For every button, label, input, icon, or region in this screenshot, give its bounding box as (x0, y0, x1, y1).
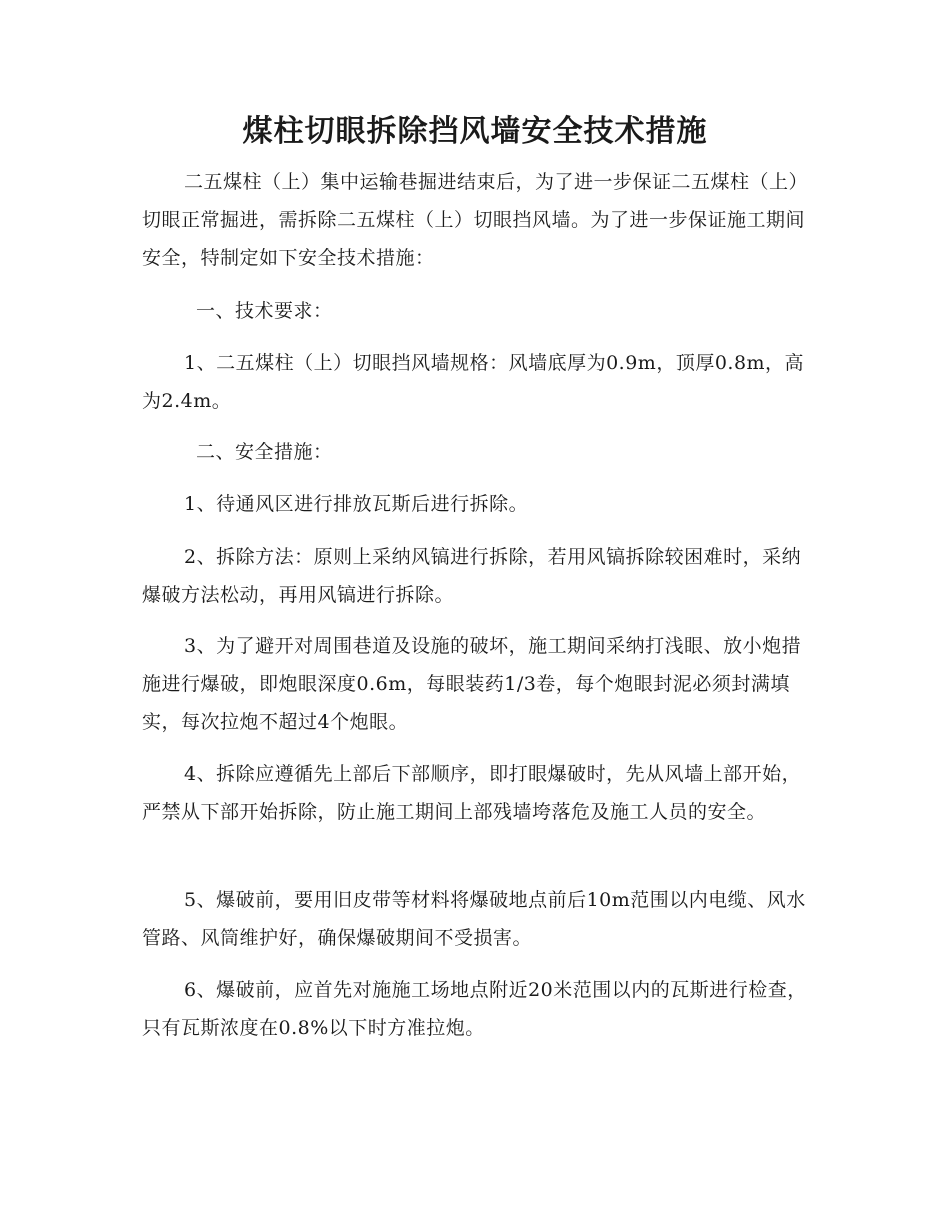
safety-measure-item-2: 2、拆除方法：原则上采纳风镐进行拆除，若用风镐拆除较困难时，采纳爆破方法松动，再用风镐进行拆除。 (142, 546, 802, 606)
technical-requirement-item-1: 1、二五煤柱（上）切眼挡风墙规格：风墙底厚为0.9m，顶厚0.8m，高为2.4m。 (142, 352, 805, 412)
safety-measure-item-5: 5、爆破前，要用旧皮带等材料将爆破地点前后10m范围以内电缆、风水管路、风筒维护好，确保爆破期间不受损害。 (142, 889, 806, 949)
safety-measure-item-4: 4、拆除应遵循先上部后下部顺序，即打眼爆破时，先从风墙上部开始，严禁从下部开始拆除，防止施工期间上部残墙垮落危及施工人员的安全。 (142, 763, 802, 823)
section-heading-safety-measures: 二、安全措施： (196, 441, 333, 463)
safety-measure-item-3: 3、为了避开对周围巷道及设施的破坏，施工期间采纳打浅眼、放小炮措施进行爆破，即炮眼深度0.6m，每眼装药1/3卷，每个炮眼封泥必须封满填实，每次拉炮不超过4个炮眼。 (142, 635, 802, 733)
document-title: 煤柱切眼拆除挡风墙安全技术措施 (242, 114, 708, 149)
section-heading-technical-requirements: 一、技术要求： (196, 300, 333, 322)
intro-paragraph: 二五煤柱（上）集中运输巷掘进结束后，为了进一步保证二五煤柱（上）切眼正常掘进，需拆除二五煤柱（上）切眼挡风墙。为了进一步保证施工期间安全，特制定如下安全技术措施： (142, 171, 806, 269)
safety-measure-item-6: 6、爆破前，应首先对施施工场地点附近20米范围以内的瓦斯进行检查，只有瓦斯浓度在0.8%以下时方准拉炮。 (142, 979, 807, 1039)
safety-measure-item-1: 1、待通风区进行排放瓦斯后进行拆除。 (184, 493, 529, 515)
